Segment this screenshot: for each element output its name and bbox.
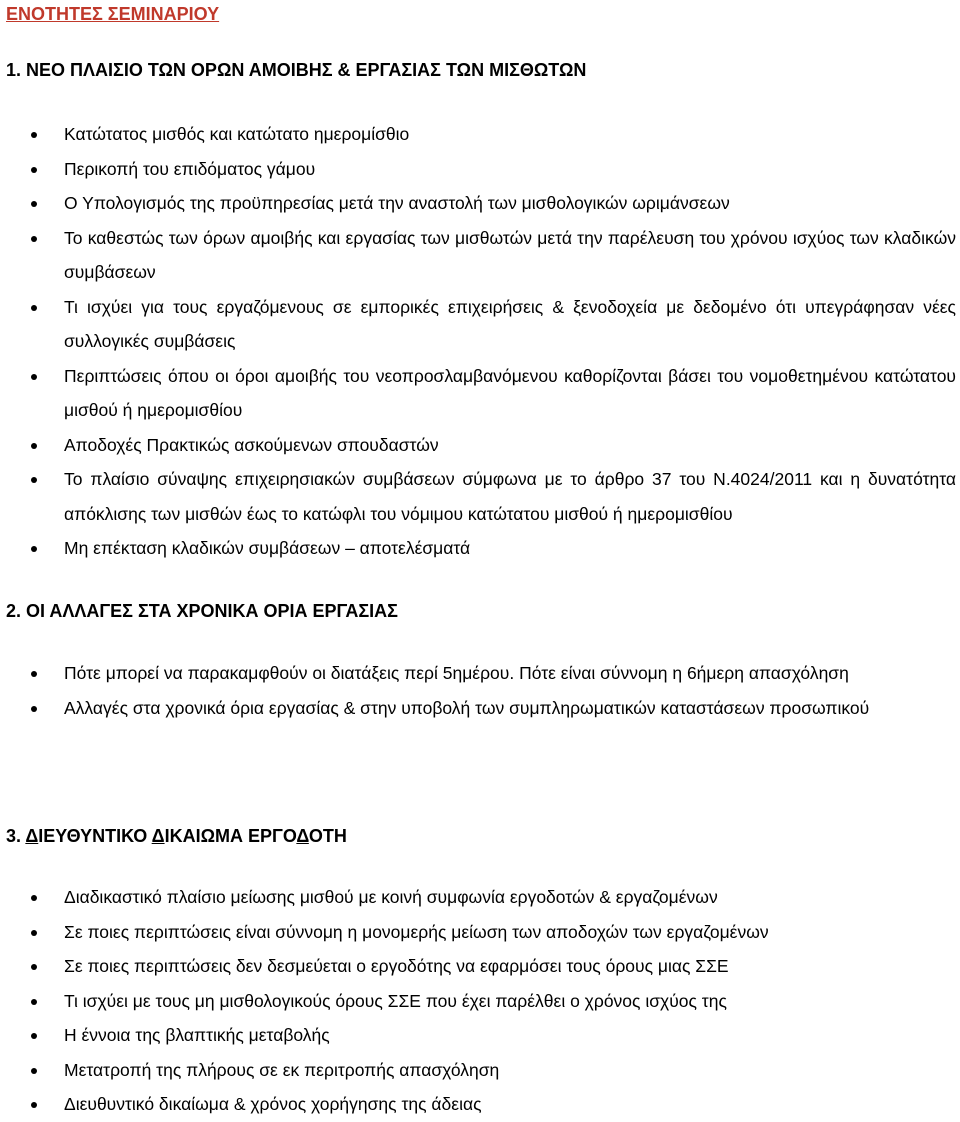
list-item (0, 462, 960, 531)
section-3-list (0, 880, 960, 1122)
section-2-list (0, 656, 960, 725)
bullet-icon (31, 305, 37, 311)
section-1-list (0, 117, 960, 566)
list-item-text: Σε ποιες περιπτώσεις δεν δεσμεύεται ο εργοδότης να εφαρμόσει τους όρους μιας ΣΣΕ (64, 956, 729, 976)
list-item-text: Μη επέκταση κλαδικών συμβάσεων – αποτελέσματά (64, 538, 471, 558)
list-item-text: Σε ποιες περιπτώσεις είναι σύννομη η μονομερής μείωση των αποδοχών των εργαζομένων (64, 921, 769, 942)
bullet-icon (31, 374, 37, 380)
document-title: ΕΝΟΤΗΤΕΣ ΣΕΜΙΝΑΡΙΟΥ (6, 4, 220, 24)
list-item-text: Τι ισχύει με τους μη μισθολογικούς όρους ΣΣΕ που έχει παρέλθει ο χρόνος ισχύος της (64, 990, 727, 1011)
bullet-icon (31, 443, 37, 449)
section-2-heading: 2. ΟΙ ΑΛΛΑΓΕΣ ΣΤΑ ΧΡΟΝΙΚΑ ΟΡΙΑ ΕΡΓΑΣΙΑΣ (6, 601, 398, 621)
list-item (0, 691, 960, 726)
bullet-icon (31, 546, 37, 552)
list-item-text: Περικοπή του επιδόματος γάμου (64, 158, 316, 179)
bullet-icon (31, 999, 37, 1005)
list-item-text: Αλλαγές στα χρονικά όρια εργασίας & στην υποβολή των συμπληρωματικών καταστάσεων προσωπικού (64, 697, 870, 718)
list-item-text: Η έννοια της βλαπτικής μεταβολής (64, 1025, 330, 1045)
list-item (0, 656, 960, 691)
bullet-icon (31, 167, 37, 173)
list-item-text: Μετατροπή της πλήρους σε εκ περιτροπής απασχόληση (64, 1059, 500, 1080)
list-item (0, 915, 960, 950)
heading-part-underlined: Δ (296, 826, 309, 846)
bullet-icon (31, 132, 37, 138)
list-item (0, 949, 960, 984)
list-item (0, 221, 960, 290)
section-3-heading (6, 825, 347, 847)
list-item (0, 290, 960, 359)
list-item (0, 359, 960, 428)
heading-part: ΙΕΥΘΥΝΤΙΚΟ (38, 826, 152, 846)
list-item (0, 117, 960, 152)
list-item-text: Περιπτώσεις όπου οι όροι αμοιβής του νεοπροσλαμβανόμενου καθορίζονται βάσει του νομοθετημένου κατώτατου μισθού ή ημερομισθίου (64, 365, 956, 420)
list-item-text: Το καθεστώς των όρων αμοιβής και εργασίας των μισθωτών μετά την παρέλευση του χρόνου ισχύος των κλαδικών συμβάσεων (64, 227, 956, 282)
bullet-icon (31, 964, 37, 970)
list-item (0, 152, 960, 187)
list-item (0, 428, 960, 463)
list-item (0, 1087, 960, 1122)
heading-part: ΙΚΑΙΩΜΑ ΕΡΓΟ (164, 826, 297, 846)
bullet-icon (31, 1102, 37, 1108)
bullet-icon (31, 706, 37, 712)
heading-part-underlined: Δ (151, 826, 165, 846)
heading-part-underlined: Δ (25, 826, 39, 846)
list-item (0, 880, 960, 915)
list-item-text: Κατώτατος μισθός και κατώτατο ημερομίσθιο (64, 124, 410, 144)
bullet-icon (31, 671, 37, 677)
list-item (0, 531, 960, 566)
list-item (0, 186, 960, 221)
list-item (0, 1018, 960, 1053)
heading-part: 3. (6, 826, 26, 846)
list-item-text: Πότε μπορεί να παρακαμφθούν οι διατάξεις περί 5ημέρου. Πότε είναι σύννομη η 6ήμερη απασχόληση (64, 663, 849, 683)
list-item-text: Το πλαίσιο σύναψης επιχειρησιακών συμβάσεων σύμφωνα με το άρθρο 37 του Ν.4024/2011 και η δυνατότητα απόκλισης των μισθών έως το κατώφλι του νόμιμου κατώτατου μισθού ή ημερομισθίου (64, 469, 956, 524)
list-item-text: Διαδικαστικό πλαίσιο μείωσης μισθού με κοινή συμφωνία εργοδοτών & εργαζομένων (64, 887, 718, 907)
bullet-icon (31, 201, 37, 207)
bullet-icon (31, 1068, 37, 1074)
section-1-heading: 1. ΝΕΟ ΠΛΑΙΣΙΟ ΤΩΝ ΟΡΩΝ ΑΜΟΙΒΗΣ & ΕΡΓΑΣΙΑΣ ΤΩΝ ΜΙΣΘΩΤΩΝ (6, 60, 587, 80)
heading-part: ΟΤΗ (308, 826, 347, 846)
list-item-text: Διευθυντικό δικαίωμα & χρόνος χορήγησης της άδειας (64, 1094, 482, 1114)
bullet-icon (31, 1033, 37, 1039)
list-item-text: Τι ισχύει για τους εργαζόμενους σε εμπορικές επιχειρήσεις & ξενοδοχεία με δεδομένο ότι υπεγράφησαν νέες συλλογικές συμβάσεις (64, 296, 956, 351)
bullet-icon (31, 895, 37, 901)
bullet-icon (31, 477, 37, 483)
list-item (0, 1053, 960, 1088)
list-item (0, 984, 960, 1019)
bullet-icon (31, 236, 37, 242)
list-item-text: Αποδοχές Πρακτικώς ασκούμενων σπουδαστών (64, 434, 439, 455)
bullet-icon (31, 930, 37, 936)
list-item-text: Ο Υπολογισμός της προϋπηρεσίας μετά την αναστολή των μισθολογικών ωριμάνσεων (64, 193, 730, 213)
